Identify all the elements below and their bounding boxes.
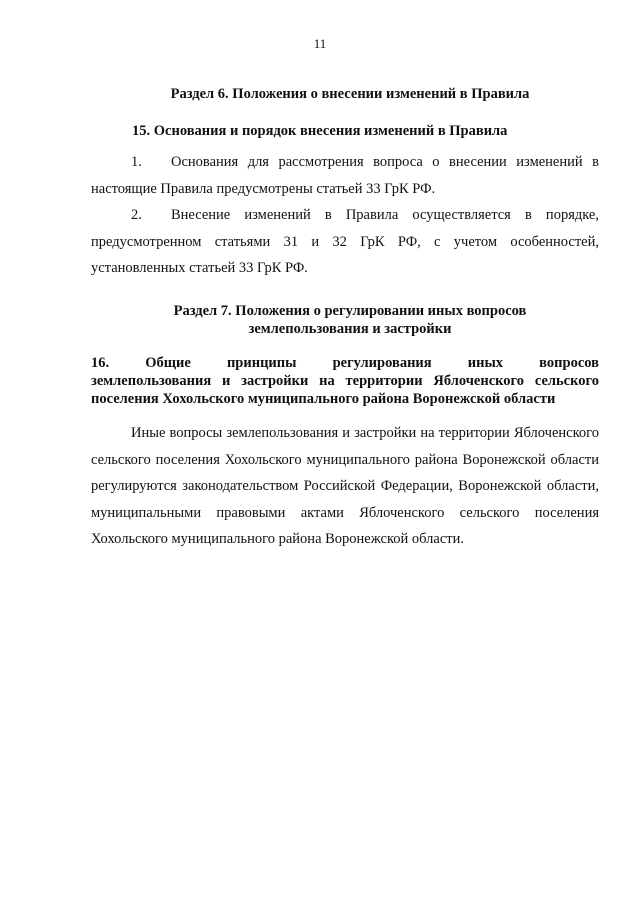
article-16-title-first-line bbox=[91, 354, 599, 372]
item-number: 1. bbox=[131, 154, 142, 170]
article-16-text: Иные вопросы землепользования и застройки на территории Яблоченского сельского поселения Хохольского муниципального района Воронежской области регулируются законодательством Российской Федерации, Воронежской области, муниципальными правовыми актами Яблоченского сельского поселения Хохольского муниципального района Воронежской области. bbox=[91, 425, 599, 547]
section-7-title-line-1: Раздел 7. Положения о регулировании иных вопросов bbox=[173, 303, 527, 319]
title-word: принципы bbox=[226, 355, 297, 371]
title-word: Общие bbox=[145, 355, 191, 371]
title-word: иных bbox=[467, 355, 504, 371]
title-word: регулирования bbox=[332, 355, 432, 371]
item-text: Внесение изменений в Правила осуществляется в порядке, предусмотренном статьями 31 и 32 ГрК РФ, с учетом особенностей, установленных статьей 33 ГрК РФ. bbox=[91, 207, 599, 276]
page-number: 11 bbox=[313, 36, 327, 51]
item-number: 2. bbox=[131, 207, 142, 223]
article-15-item-1 bbox=[91, 149, 599, 202]
section-7-title-line-2: землепользования и застройки bbox=[248, 321, 452, 337]
section-6-title: Раздел 6. Положения о внесении изменений в Правила bbox=[170, 86, 530, 102]
article-15-title: 15. Основания и порядок внесения изменений в Правила bbox=[132, 123, 508, 139]
section-7-title bbox=[90, 302, 610, 338]
item-text: Основания для рассмотрения вопроса о внесении изменений в настоящие Правила предусмотрены статьей 33 ГрК РФ. bbox=[91, 154, 599, 197]
article-15-item-2 bbox=[91, 202, 599, 282]
title-word: 16. bbox=[91, 355, 110, 371]
title-word: вопросов bbox=[539, 355, 599, 371]
article-16-title bbox=[91, 354, 599, 408]
article-16-title-rest: землепользования и застройки на территории Яблоченского сельского поселения Хохольского муниципального района Воронежской области bbox=[91, 373, 599, 407]
